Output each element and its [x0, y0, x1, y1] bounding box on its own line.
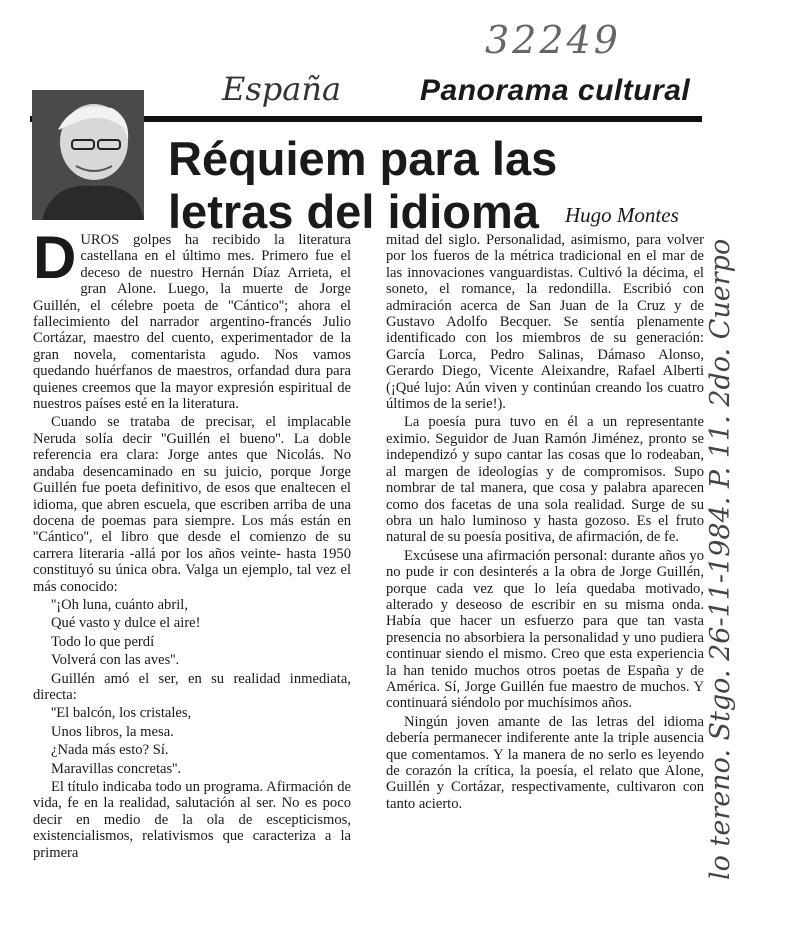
verse-line: ''¡Oh luna, cuánto abril,: [51, 596, 188, 613]
drop-cap: D: [33, 224, 77, 291]
verse-line: Unos libros, la mesa.: [51, 723, 174, 740]
headline: Réquiem para las letras del idioma: [168, 132, 558, 238]
handwritten-reference-number: 32249: [485, 18, 621, 62]
paragraph: Cuando se trataba de precisar, el implacable Neruda solía decir ''Guillén el bueno''. La doble referencia era clara: Jorge antes que Nicolás. No andaba desencaminado en su juicio, porque Jorge Guillén fue poeta definitivo, de esos que enaltecen el idioma, que abren escuela, que escriben arriba de una docena de poemas para siempre. Los más están en ''Cántico'', el libro que desde el comienzo de su carrera literaria -allá por los años veinte- hasta 1950 constituyó su única obra. Valga un ejemplo, tal vez el más conocido:: [33, 414, 351, 595]
portrait-image: [32, 90, 144, 220]
paragraph: mitad del siglo. Personalidad, asimismo, para volver por los fueros de la métrica tradicional en el mar de las innovaciones vanguardistas. Cultivó la décima, el soneto, el romance, la redondilla. Escribió con admiración acerca de San Juan de la Cruz y de Gustavo Adolfo Becquer. Se sentía plenamente identificado con los miembros de su generación: García Lorca, Pedro Salinas, Dámaso Alonso, Gerardo Diego, Vicente Aleixandre, Rafael Alberti (¡Qué lujo: Aún viven y continúan creando los cuatro últimos de la serie!).: [386, 232, 704, 413]
verse-line: Volverá con las aves''.: [51, 652, 180, 669]
verse-line: Todo lo que perdí: [51, 633, 155, 650]
paragraph: Excúsese una afirmación personal: durante años yo no pude ir con desinterés a la obra de Jorge Guillén, porque cada vez que lo leía quedaba motivado, alterado y deseoso de escribir en su misma onda. Había que hacer un esfuerzo para que tan vasta presencia no absorbiera la personalidad y uno pudiera continuar siendo el mismo. Creo que esta experiencia la han tenido muchos otros poetas de España y de América. Sí, Jorge Guillén fue maestro de muchos. Y continuará siéndolo por muchísimos años.: [386, 547, 704, 712]
verse-line: Maravillas concretas''.: [51, 760, 182, 777]
article-column-right: [386, 232, 704, 814]
paragraph: La poesía pura tuvo en él a un representante eximio. Seguidor de Juan Ramón Jiménez, pronto se independizó y supo cantar las cosas que lo rodeaban, al margen de ideologías y de compromisos. Supo nombrar de tal manera, que cosa y palabra aparecen como dos facetas de una sola realidad. Surge de su obra un halo luminoso y hasta gozoso. Es el fruto natural de su poesía positiva, de afirmación, de fe.: [386, 414, 704, 546]
section-title: Panorama cultural: [420, 74, 691, 107]
author-byline: Hugo Montes: [565, 203, 679, 227]
handwritten-side-note: lo tereno. Stgo. 26-11-1984. P. 11. 2do. Cuerpo: [705, 238, 736, 880]
author-photo: [32, 90, 144, 220]
article-column-left: [33, 224, 351, 863]
verse-line: ¿Nada más esto? Sí.: [51, 742, 169, 759]
paragraph-intro: DUROS golpes ha recibido la literatura castellana en el último mes. Primero fue el deceso de nuestro Hernán Díaz Arrieta, el gran Alone. Luego, la muerte de Jorge Guillén, el célebre poeta de ''Cántico''; ahora el fallecimiento del narrador argentino-francés Julio Cortázar, maestro del cuento, experimentador de la gran novela, comentarista agudo. Nos vamos quedando huérfanos de maestros, orfandad dura para quienes creemos que la mayor expresión espiritual de nuestros países esté en la literatura.: [33, 224, 351, 413]
handwritten-country-note: España: [222, 70, 342, 108]
paragraph: Ningún joven amante de las letras del idioma debería permanecer indiferente ante la triple ausencia que comentamos. Y la manera de no serlo es leyendo de corazón la crítica, la poesía, el relato que Alone, Guillén y Cortázar, respectivamente, cultivaron con tanto acierto.: [386, 713, 704, 812]
verse-line: ''El balcón, los cristales,: [51, 705, 192, 722]
paragraph: Guillén amó el ser, en su realidad inmediata, directa:: [33, 670, 351, 703]
verse-line: Qué vasto y dulce el aire!: [51, 615, 201, 632]
paragraph: El título indicaba todo un programa. Afirmación de vida, fe en la realidad, salutación al ser. No es poco decir en medio de la ola de escepticismos, existencialismos, relativismos que caracteriza a la primera: [33, 779, 351, 861]
